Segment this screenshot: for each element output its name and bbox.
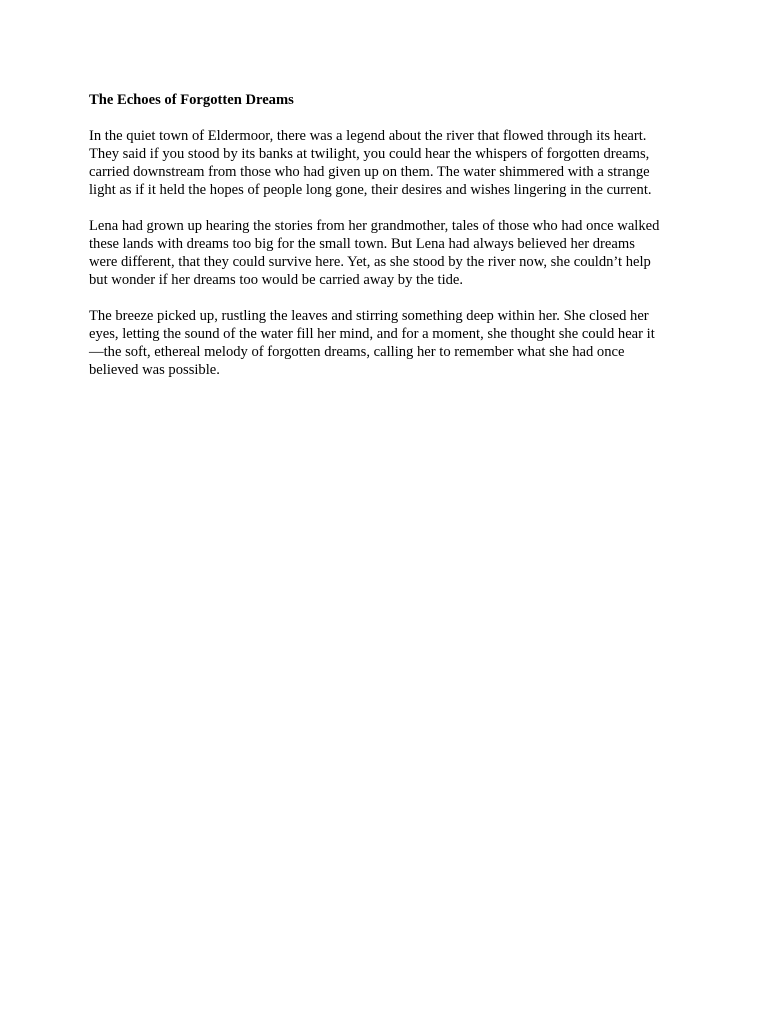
paragraph-line: carried downstream from those who had given up on them. The water shimmered with a strange xyxy=(89,164,650,180)
document-title: The Echoes of Forgotten Dreams xyxy=(89,92,294,108)
paragraph-line: light as if it held the hopes of people long gone, their desires and wishes lingering in the current. xyxy=(89,182,652,198)
paragraph-1 xyxy=(89,127,689,199)
paragraph-line: but wonder if her dreams too would be carried away by the tide. xyxy=(89,272,464,288)
paragraph-line: In the quiet town of Eldermoor, there was a legend about the river that flowed through its heart. xyxy=(89,128,647,144)
paragraph-2 xyxy=(89,217,689,289)
paragraph-line: Lena had grown up hearing the stories from her grandmother, tales of those who had once walked xyxy=(89,218,660,234)
paragraph-line: eyes, letting the sound of the water fill her mind, and for a moment, she thought she could hear it xyxy=(89,326,655,342)
document-page xyxy=(89,91,689,397)
paragraph-line: —the soft, ethereal melody of forgotten dreams, calling her to remember what she had once xyxy=(89,344,625,360)
paragraph-line: were different, that they could survive here. Yet, as she stood by the river now, she couldn’t help xyxy=(89,254,651,270)
paragraph-line: They said if you stood by its banks at twilight, you could hear the whispers of forgotten dreams, xyxy=(89,146,650,162)
paragraph-line: The breeze picked up, rustling the leaves and stirring something deep within her. She closed her xyxy=(89,308,649,324)
paragraph-line: these lands with dreams too big for the small town. But Lena had always believed her dreams xyxy=(89,236,635,252)
paragraph-3 xyxy=(89,307,689,379)
paragraph-line: believed was possible. xyxy=(89,362,220,378)
